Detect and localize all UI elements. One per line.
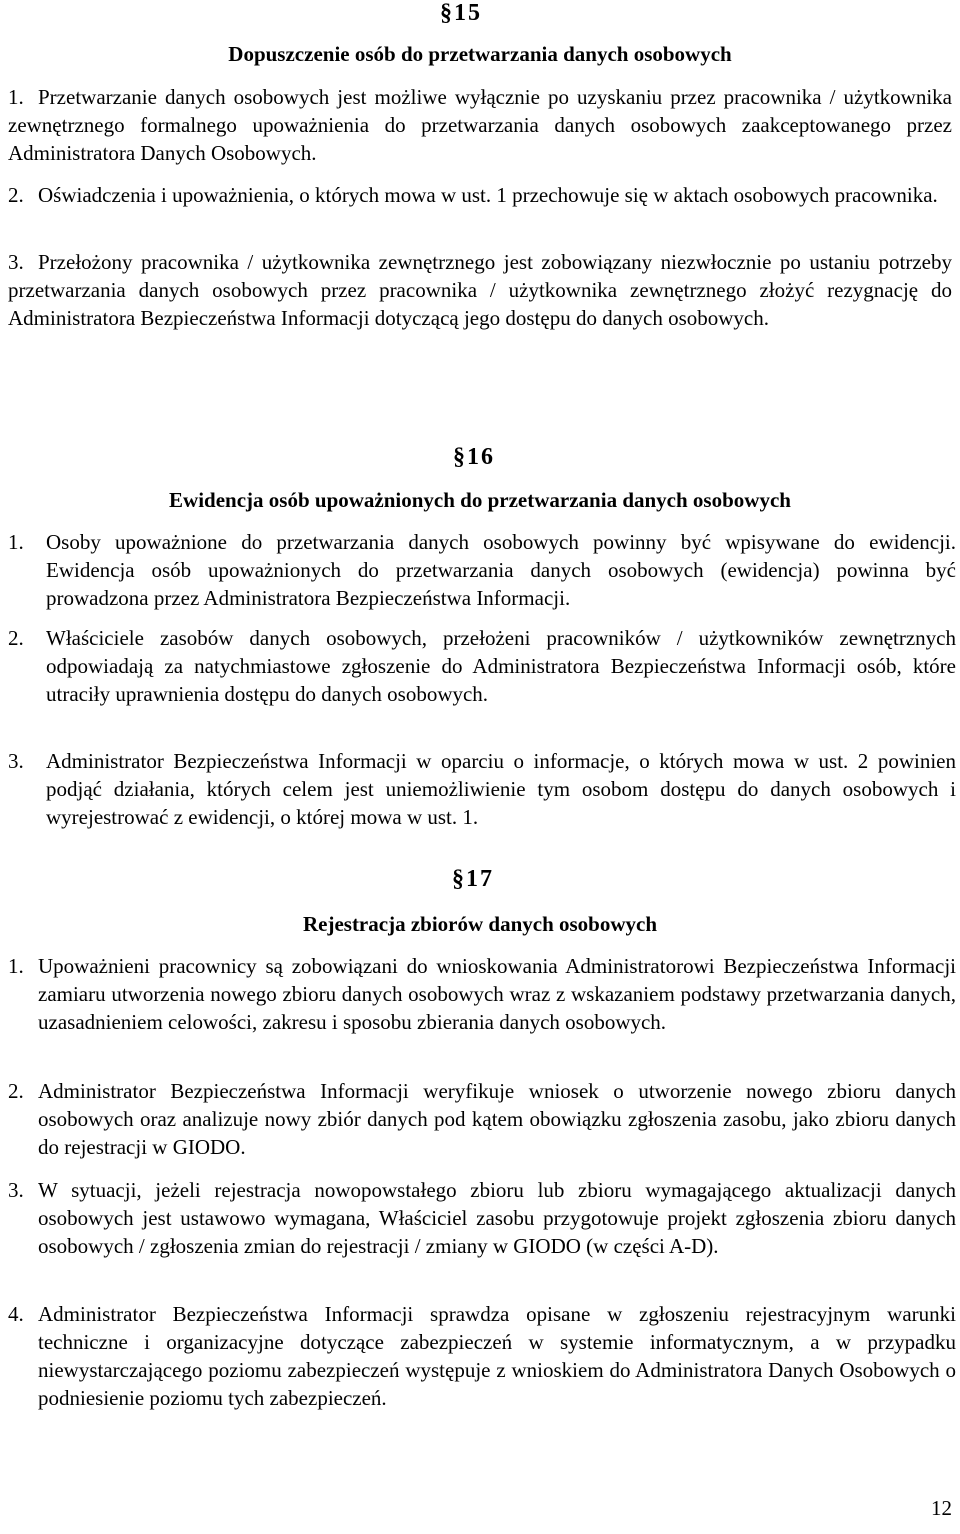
item-text: Osoby upoważnione do przetwarzania danych osobowych powinny być wpisywane do ewidencji. Ewidencja osób upoważnionych do przetwarzania danych osobowych (ewidencja) powinna być prowadzona przez Administratora Bezpieczeństwa Informacji. bbox=[46, 530, 956, 610]
item-number: 3. bbox=[8, 749, 24, 773]
list-item bbox=[8, 248, 952, 332]
item-number: 2. bbox=[8, 1079, 24, 1103]
section-16-title: Ewidencja osób upoważnionych do przetwarzania danych osobowych bbox=[169, 488, 791, 512]
item-number: 3. bbox=[8, 250, 24, 274]
list-item bbox=[8, 1077, 956, 1161]
section-15-title: Dopuszczenie osób do przetwarzania danych osobowych bbox=[228, 42, 732, 66]
item-text: Administrator Bezpieczeństwa Informacji weryfikuje wniosek o utworzenie nowego zbioru danych osobowych oraz analizuje nowy zbiór danych pod kątem obowiązku zgłoszenia zasobu, jako zbioru danych do rejestracji w GIODO. bbox=[38, 1079, 956, 1159]
list-item bbox=[8, 624, 956, 708]
item-text: W sytuacji, jeżeli rejestracja nowopowstałego zbioru lub zbioru wymagającego aktualizacji danych osobowych jest ustawowo wymagana, Właściciel zasobu przygotowuje projekt zgłoszenia zbioru danych osobowych / zgłoszenia zmian do rejestracji / zmiany w GIODO (w części A-D). bbox=[38, 1178, 956, 1258]
list-item bbox=[8, 83, 952, 167]
item-text: Administrator Bezpieczeństwa Informacji sprawdza opisane w zgłoszeniu rejestracyjnym warunki techniczne i organizacyjne dotyczące zabezpieczeń w systemie informatycznym, a w przypadku niewystarczającego poziomu zabezpieczeń występuje z wnioskiem do Administratora Danych Osobowych o podniesienie poziomu tych zabezpieczeń. bbox=[38, 1302, 956, 1410]
list-item bbox=[8, 1300, 956, 1412]
page-number: 12 bbox=[931, 1496, 952, 1520]
item-text: Administrator Bezpieczeństwa Informacji w oparciu o informacje, o których mowa w ust. 2 powinien podjąć działania, których celem jest uniemożliwienie tym osobom dostępu do danych osobowych i wyrejestrować z ewidencji, o której mowa w ust. 1. bbox=[46, 749, 956, 829]
item-text: Przełożony pracownika / użytkownika zewnętrznego jest zobowiązany niezwłocznie po ustaniu potrzeby przetwarzania danych osobowych przez pracownika / użytkownika zewnętrznego złożyć rezygnację do Administratora Bezpieczeństwa Informacji dotyczącą jego dostępu do danych osobowych. bbox=[8, 250, 952, 330]
section-15-mark: §15 bbox=[440, 0, 482, 26]
item-number: 4. bbox=[8, 1302, 24, 1326]
item-text: Oświadczenia i upoważnienia, o których mowa w ust. 1 przechowuje się w aktach osobowych pracownika. bbox=[38, 183, 938, 207]
item-number: 1. bbox=[8, 954, 24, 978]
section-17-title: Rejestracja zbiorów danych osobowych bbox=[302, 912, 658, 936]
item-text: Upoważnieni pracownicy są zobowiązani do wnioskowania Administratorowi Bezpieczeństwa Informacji zamiaru utworzenia nowego zbioru danych osobowych wraz z wskazaniem podstawy przetwarzania danych, uzasadnieniem celowości, zakresu i sposobu zbierania danych osobowych. bbox=[38, 954, 956, 1034]
list-item bbox=[8, 181, 952, 209]
item-text: Przetwarzanie danych osobowych jest możliwe wyłącznie po uzyskaniu przez pracownika / użytkownika zewnętrznego formalnego upoważnienia do przetwarzania danych osobowych zaakceptowanego przez Administratora Danych Osobowych. bbox=[8, 85, 952, 165]
item-number: 1. bbox=[8, 530, 24, 554]
section-17-mark: §17 bbox=[452, 866, 494, 892]
item-number: 1. bbox=[8, 85, 24, 109]
list-item bbox=[8, 952, 956, 1036]
item-number: 3. bbox=[8, 1178, 24, 1202]
section-16-mark: §16 bbox=[453, 444, 495, 470]
item-number: 2. bbox=[8, 626, 24, 650]
list-item bbox=[8, 528, 956, 612]
item-number: 2. bbox=[8, 183, 24, 207]
list-item bbox=[8, 747, 956, 831]
item-text: Właściciele zasobów danych osobowych, przełożeni pracowników / użytkowników zewnętrznych odpowiadają za natychmiastowe zgłoszenie do Administratora Bezpieczeństwa Informacji osób, które utraciły uprawnienia dostępu do danych osobowych. bbox=[46, 626, 956, 706]
list-item bbox=[8, 1176, 956, 1260]
